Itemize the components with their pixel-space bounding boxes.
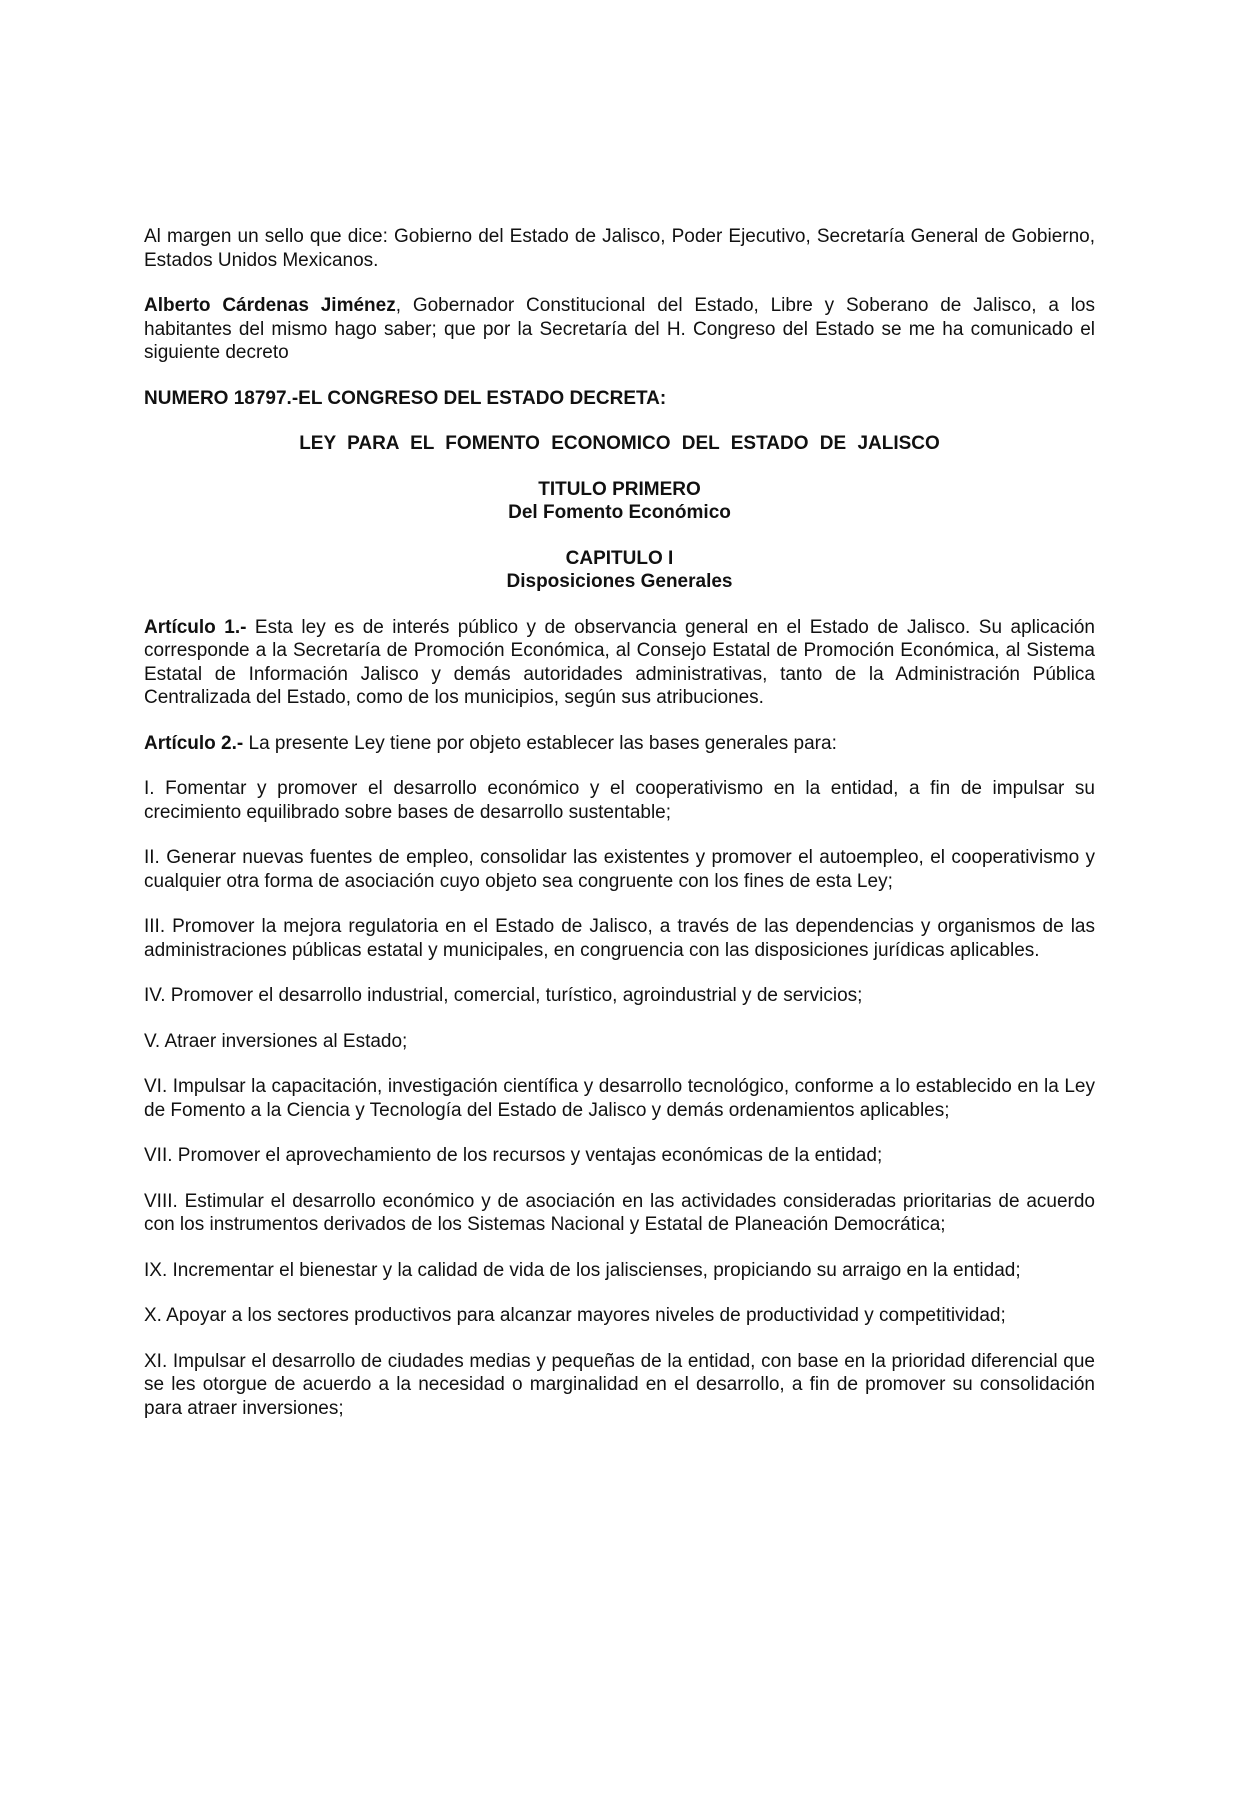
fraction-ii: II. Generar nuevas fuentes de empleo, consolidar las existentes y promover el autoempleo, el cooperativismo y cualquier otra forma de asociación cuyo objeto sea congruente con los fines de esta Ley;: [144, 847, 1095, 892]
article-text: Esta ley es de interés público y de observancia general en el Estado de Jalisco. Su aplicación corresponde a la Secretaría de Promoción Económica, al Consejo Estatal de Promoción Económica, al Sistema Estatal de Información Jalisco y demás autoridades administrativas, tanto de la Administración Pública Centralizada del Estado, como de los municipios, según sus atribuciones.: [144, 616, 1095, 708]
fraction-iv: IV. Promover el desarrollo industrial, comercial, turístico, agroindustrial y de servicios;: [144, 985, 863, 1006]
article-1: [144, 616, 1095, 710]
decree-heading: NUMERO 18797.-EL CONGRESO DEL ESTADO DECRETA:: [144, 387, 667, 409]
article-label: Artículo 2.-: [144, 732, 244, 754]
document-page: [144, 225, 1095, 1442]
fraction-v: V. Atraer inversiones al Estado;: [144, 1030, 408, 1052]
title-name: Del Fomento Económico: [508, 502, 731, 523]
title-block: [144, 478, 1095, 525]
chapter-name: Disposiciones Generales: [506, 571, 733, 592]
chapter-block: [144, 547, 1095, 594]
title-number: TITULO PRIMERO: [538, 478, 701, 500]
governor-name: Alberto Cárdenas Jiménez: [144, 295, 396, 316]
article-text: La presente Ley tiene por objeto establecer las bases generales para:: [243, 732, 837, 754]
fraction-viii: VIII. Estimular el desarrollo económico y de asociación en las actividades consideradas prioritarias de acuerdo con los instrumentos derivados de los Sistemas Nacional y Estatal de Planeación Democrática;: [144, 1190, 1095, 1235]
fraction-i: I. Fomentar y promover el desarrollo económico y el cooperativismo en la entidad, a fin de impulsar su crecimiento equilibrado sobre bases de desarrollo sustentable;: [144, 778, 1095, 823]
article-label: Artículo 1.-: [144, 616, 247, 638]
fraction-vi: VI. Impulsar la capacitación, investigación científica y desarrollo tecnológico, conforme a lo establecido en la Ley de Fomento a la Ciencia y Tecnología del Estado de Jalisco y demás ordenamientos aplicables;: [144, 1076, 1095, 1121]
fraction-x: X. Apoyar a los sectores productivos para alcanzar mayores niveles de productividad y competitividad;: [144, 1305, 1006, 1326]
fraction-xi: XI. Impulsar el desarrollo de ciudades medias y pequeñas de la entidad, con base en la prioridad diferencial que se les otorgue de acuerdo a la necesidad o marginalidad en el desarrollo, a fin de promover su consolidación para atraer inversiones;: [144, 1350, 1095, 1419]
fraction-vii: VII. Promover el aprovechamiento de los recursos y ventajas económicas de la entidad;: [144, 1145, 883, 1166]
governor-paragraph: [144, 294, 1095, 365]
governor-text: , Gobernador Constitucional del Estado, Libre y Soberano de Jalisco, a los habitantes del mismo hago saber; que por la Secretaría del H. Congreso del Estado se me ha comunicado el siguiente decreto: [144, 295, 1095, 363]
chapter-number: CAPITULO I: [565, 547, 674, 569]
seal-paragraph: Al margen un sello que dice: Gobierno del Estado de Jalisco, Poder Ejecutivo, Secretaría General de Gobierno, Estados Unidos Mexicanos.: [144, 226, 1095, 271]
article-2: [144, 732, 1095, 756]
law-title: LEY PARA EL FOMENTO ECONOMICO DEL ESTADO DE JALISCO: [299, 433, 940, 454]
fraction-ix: IX. Incrementar el bienestar y la calidad de vida de los jaliscienses, propiciando su arraigo en la entidad;: [144, 1259, 1021, 1281]
fraction-iii: III. Promover la mejora regulatoria en el Estado de Jalisco, a través de las dependencias y organismos de las administraciones públicas estatal y municipales, en congruencia con las disposiciones jurídicas aplicables.: [144, 916, 1095, 961]
